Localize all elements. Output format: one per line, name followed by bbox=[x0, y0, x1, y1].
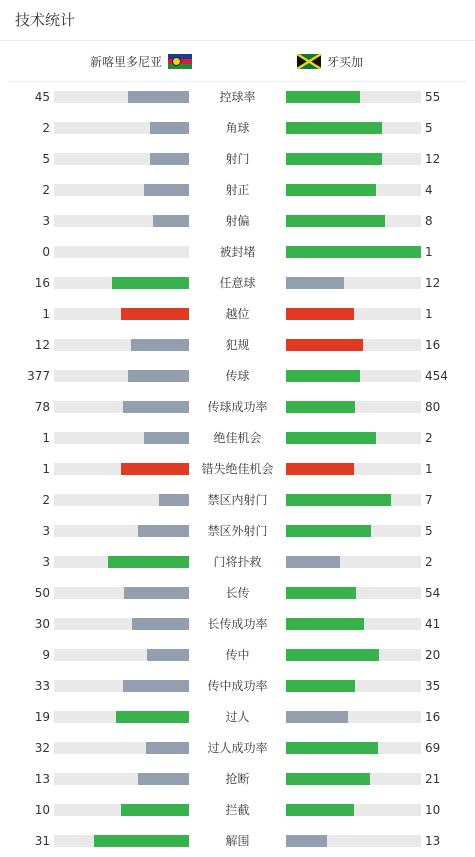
away-value: 55 bbox=[425, 90, 441, 104]
stat-row bbox=[0, 764, 475, 795]
away-team bbox=[291, 41, 363, 81]
stat-row bbox=[0, 547, 475, 578]
stat-row bbox=[0, 609, 475, 640]
away-value: 1 bbox=[425, 462, 433, 476]
stat-label: 长传成功率 bbox=[207, 617, 268, 631]
away-bar-fill bbox=[286, 835, 327, 847]
stat-row bbox=[0, 144, 475, 175]
stat-row bbox=[0, 671, 475, 702]
stat-row bbox=[0, 392, 475, 423]
home-bar bbox=[54, 463, 189, 475]
away-value: 35 bbox=[425, 679, 441, 693]
stat-label: 过人 bbox=[225, 710, 250, 724]
stat-row bbox=[0, 423, 475, 454]
stat-row bbox=[0, 268, 475, 299]
home-bar bbox=[54, 308, 189, 320]
home-bar-fill bbox=[138, 773, 189, 785]
home-bar bbox=[54, 370, 189, 382]
home-value: 16 bbox=[34, 276, 50, 290]
away-bar bbox=[286, 680, 421, 692]
home-bar-fill bbox=[121, 804, 189, 816]
stat-row bbox=[0, 454, 475, 485]
home-bar-fill bbox=[94, 835, 189, 847]
home-bar-fill bbox=[123, 680, 189, 692]
home-bar-fill bbox=[144, 432, 189, 444]
home-bar-fill bbox=[131, 339, 189, 351]
away-bar-fill bbox=[286, 742, 378, 754]
away-bar-fill bbox=[286, 711, 348, 723]
stat-label: 犯规 bbox=[225, 338, 250, 352]
away-value: 69 bbox=[425, 741, 441, 755]
away-bar bbox=[286, 370, 421, 382]
home-bar bbox=[54, 773, 189, 785]
away-bar bbox=[286, 835, 421, 847]
stat-label: 长传 bbox=[225, 586, 250, 600]
home-bar-fill bbox=[150, 122, 189, 134]
teams-header bbox=[8, 41, 467, 82]
stat-label: 角球 bbox=[225, 121, 250, 135]
home-value: 3 bbox=[42, 524, 50, 538]
away-value: 4 bbox=[425, 183, 433, 197]
away-value: 12 bbox=[425, 152, 441, 166]
away-bar bbox=[286, 742, 421, 754]
home-value: 19 bbox=[34, 710, 50, 724]
home-bar bbox=[54, 556, 189, 568]
home-value: 50 bbox=[34, 586, 50, 600]
away-bar-fill bbox=[286, 463, 354, 475]
away-bar bbox=[286, 587, 421, 599]
away-value: 8 bbox=[425, 214, 433, 228]
home-value: 2 bbox=[42, 121, 50, 135]
stat-row bbox=[0, 702, 475, 733]
away-bar bbox=[286, 556, 421, 568]
away-bar-fill bbox=[286, 556, 340, 568]
home-bar bbox=[54, 711, 189, 723]
stat-row bbox=[0, 82, 475, 113]
stat-row bbox=[0, 578, 475, 609]
home-bar bbox=[54, 587, 189, 599]
away-bar bbox=[286, 401, 421, 413]
stat-label: 绝佳机会 bbox=[213, 431, 262, 445]
away-bar-fill bbox=[286, 680, 355, 692]
home-bar-fill bbox=[138, 525, 189, 537]
away-bar bbox=[286, 804, 421, 816]
home-bar bbox=[54, 804, 189, 816]
home-bar bbox=[54, 618, 189, 630]
home-value: 45 bbox=[34, 90, 50, 104]
home-bar-fill bbox=[128, 370, 189, 382]
home-bar bbox=[54, 91, 189, 103]
stat-label: 门将扑救 bbox=[213, 555, 262, 569]
page-title: 技术统计 bbox=[0, 0, 475, 41]
home-value: 32 bbox=[34, 741, 50, 755]
away-value: 20 bbox=[425, 648, 441, 662]
home-bar bbox=[54, 494, 189, 506]
away-bar-fill bbox=[286, 525, 371, 537]
home-value: 30 bbox=[34, 617, 50, 631]
home-bar-fill bbox=[121, 308, 189, 320]
home-bar bbox=[54, 401, 189, 413]
home-value: 10 bbox=[34, 803, 50, 817]
home-value: 9 bbox=[42, 648, 50, 662]
home-team bbox=[90, 41, 198, 81]
away-bar bbox=[286, 215, 421, 227]
stat-row bbox=[0, 826, 475, 857]
home-value: 2 bbox=[42, 493, 50, 507]
away-bar-fill bbox=[286, 432, 376, 444]
away-value: 2 bbox=[425, 431, 433, 445]
away-bar-fill bbox=[286, 804, 354, 816]
away-bar-fill bbox=[286, 339, 363, 351]
away-value: 41 bbox=[425, 617, 441, 631]
home-bar bbox=[54, 184, 189, 196]
stat-row bbox=[0, 733, 475, 764]
stat-label: 禁区外射门 bbox=[207, 524, 268, 538]
away-bar-fill bbox=[286, 91, 360, 103]
home-bar-fill bbox=[112, 277, 189, 289]
home-value: 1 bbox=[42, 307, 50, 321]
stats-list bbox=[0, 82, 475, 857]
stat-label: 抢断 bbox=[225, 772, 250, 786]
away-bar bbox=[286, 91, 421, 103]
home-value: 1 bbox=[42, 462, 50, 476]
home-bar bbox=[54, 153, 189, 165]
stat-label: 传球成功率 bbox=[207, 400, 268, 414]
home-value: 12 bbox=[34, 338, 50, 352]
stat-row bbox=[0, 485, 475, 516]
away-bar bbox=[286, 494, 421, 506]
stat-row bbox=[0, 330, 475, 361]
away-team-name: 牙买加 bbox=[327, 54, 364, 69]
stat-label: 控球率 bbox=[219, 90, 256, 104]
away-bar bbox=[286, 308, 421, 320]
away-bar-fill bbox=[286, 277, 344, 289]
away-bar bbox=[286, 246, 421, 258]
home-value: 31 bbox=[34, 834, 50, 848]
home-bar-fill bbox=[108, 556, 189, 568]
away-value: 16 bbox=[425, 710, 441, 724]
away-value: 54 bbox=[425, 586, 441, 600]
home-bar bbox=[54, 432, 189, 444]
stat-row bbox=[0, 516, 475, 547]
home-bar bbox=[54, 835, 189, 847]
stat-label: 任意球 bbox=[219, 276, 256, 290]
stat-label: 错失绝佳机会 bbox=[201, 462, 274, 476]
home-value: 13 bbox=[34, 772, 50, 786]
stat-label: 射偏 bbox=[225, 214, 250, 228]
home-bar bbox=[54, 742, 189, 754]
away-bar-fill bbox=[286, 649, 379, 661]
away-bar bbox=[286, 432, 421, 444]
away-bar bbox=[286, 339, 421, 351]
away-value: 5 bbox=[425, 524, 433, 538]
away-bar bbox=[286, 618, 421, 630]
away-bar bbox=[286, 773, 421, 785]
home-bar bbox=[54, 339, 189, 351]
stat-row bbox=[0, 175, 475, 206]
away-bar bbox=[286, 184, 421, 196]
away-bar-fill bbox=[286, 153, 382, 165]
stat-label: 禁区内射门 bbox=[207, 493, 268, 507]
home-bar-fill bbox=[123, 401, 189, 413]
away-bar-fill bbox=[286, 184, 376, 196]
away-bar-fill bbox=[286, 122, 382, 134]
away-value: 1 bbox=[425, 307, 433, 321]
home-bar-fill bbox=[153, 215, 189, 227]
away-bar-fill bbox=[286, 587, 356, 599]
home-bar bbox=[54, 525, 189, 537]
stat-row bbox=[0, 237, 475, 268]
home-bar-fill bbox=[116, 711, 189, 723]
away-bar bbox=[286, 711, 421, 723]
home-bar bbox=[54, 277, 189, 289]
home-team-name: 新喀里多尼亚 bbox=[90, 54, 163, 69]
away-value: 10 bbox=[425, 803, 441, 817]
stat-label: 传中成功率 bbox=[207, 679, 268, 693]
stat-label: 传中 bbox=[225, 648, 250, 662]
home-value: 3 bbox=[42, 214, 50, 228]
home-bar bbox=[54, 246, 189, 258]
away-value: 5 bbox=[425, 121, 433, 135]
stat-row bbox=[0, 113, 475, 144]
away-bar-fill bbox=[286, 618, 364, 630]
away-bar-fill bbox=[286, 494, 391, 506]
away-bar-fill bbox=[286, 773, 370, 785]
home-bar-fill bbox=[159, 494, 189, 506]
home-bar-fill bbox=[121, 463, 189, 475]
stat-row bbox=[0, 299, 475, 330]
home-value: 3 bbox=[42, 555, 50, 569]
home-bar bbox=[54, 680, 189, 692]
away-value: 16 bbox=[425, 338, 441, 352]
stat-label: 拦截 bbox=[225, 803, 250, 817]
home-value: 1 bbox=[42, 431, 50, 445]
away-value: 2 bbox=[425, 555, 433, 569]
away-bar bbox=[286, 122, 421, 134]
away-value: 12 bbox=[425, 276, 441, 290]
stat-label: 越位 bbox=[225, 307, 250, 321]
away-bar-fill bbox=[286, 308, 354, 320]
home-value: 377 bbox=[27, 369, 50, 383]
away-bar-fill bbox=[286, 370, 360, 382]
home-bar bbox=[54, 122, 189, 134]
home-bar-fill bbox=[124, 587, 189, 599]
home-value: 5 bbox=[42, 152, 50, 166]
stat-label: 射门 bbox=[225, 152, 250, 166]
stat-row bbox=[0, 361, 475, 392]
away-bar-fill bbox=[286, 401, 355, 413]
away-value: 80 bbox=[425, 400, 441, 414]
away-bar bbox=[286, 153, 421, 165]
stat-label: 射正 bbox=[225, 183, 250, 197]
home-bar-fill bbox=[144, 184, 189, 196]
home-bar-fill bbox=[146, 742, 189, 754]
away-value: 7 bbox=[425, 493, 433, 507]
away-value: 454 bbox=[425, 369, 448, 383]
home-bar-fill bbox=[132, 618, 189, 630]
home-bar-fill bbox=[147, 649, 189, 661]
away-bar bbox=[286, 525, 421, 537]
home-bar-fill bbox=[128, 91, 189, 103]
home-value: 33 bbox=[34, 679, 50, 693]
stat-label: 被封堵 bbox=[219, 245, 256, 259]
away-bar-fill bbox=[286, 215, 385, 227]
home-value: 78 bbox=[34, 400, 50, 414]
away-bar bbox=[286, 649, 421, 661]
home-bar bbox=[54, 215, 189, 227]
home-value: 2 bbox=[42, 183, 50, 197]
home-value: 0 bbox=[42, 245, 50, 259]
stat-label: 传球 bbox=[225, 369, 250, 383]
jamaica-flag-icon bbox=[297, 54, 321, 69]
stat-row bbox=[0, 640, 475, 671]
new-caledonia-flag-icon bbox=[168, 54, 192, 69]
stat-label: 过人成功率 bbox=[207, 741, 268, 755]
away-bar-fill bbox=[286, 246, 421, 258]
away-value: 21 bbox=[425, 772, 441, 786]
away-bar bbox=[286, 277, 421, 289]
home-bar-fill bbox=[150, 153, 189, 165]
away-value: 13 bbox=[425, 834, 441, 848]
away-value: 1 bbox=[425, 245, 433, 259]
away-bar bbox=[286, 463, 421, 475]
stat-label: 解围 bbox=[225, 834, 250, 848]
stat-row bbox=[0, 206, 475, 237]
home-bar bbox=[54, 649, 189, 661]
stat-row bbox=[0, 795, 475, 826]
